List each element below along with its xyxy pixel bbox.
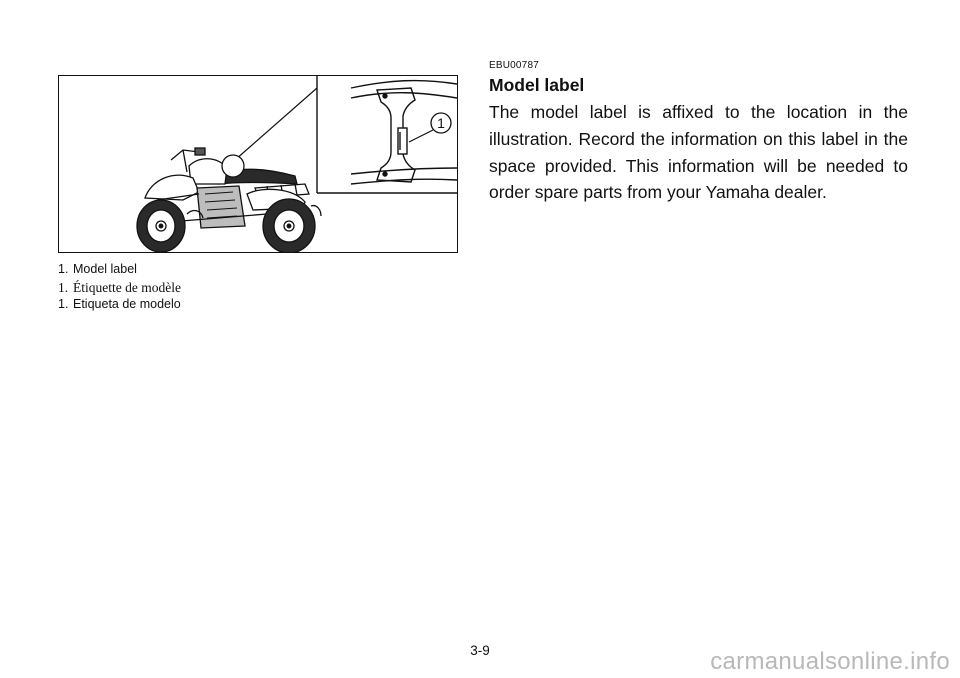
front-wheel [137, 200, 185, 252]
caption-spanish: 1. Etiqueta de modelo [58, 297, 181, 311]
svg-text:1: 1 [437, 115, 445, 131]
caption-french: 1. Étiquette de modèle [58, 279, 181, 295]
leader-line [235, 88, 317, 160]
caption-english: 1. Model label [58, 262, 137, 276]
rear-wheel [263, 199, 315, 253]
watermark: carmanualsonline.info [710, 648, 950, 675]
figure-captions [58, 261, 181, 314]
label-detail-inset [317, 76, 458, 193]
callout-1 [409, 113, 451, 142]
atv-illustration [58, 75, 458, 253]
atv-drawing [137, 148, 321, 253]
page-number: 3-9 [470, 643, 490, 658]
section-heading: Model label [489, 75, 585, 95]
section-code: EBU00787 [489, 60, 539, 71]
section-body: The model label is affixed to the location in the illustration. Record the information on this label in the space provided. This information will be needed to order spare parts from your Yamaha dealer. [489, 102, 908, 203]
